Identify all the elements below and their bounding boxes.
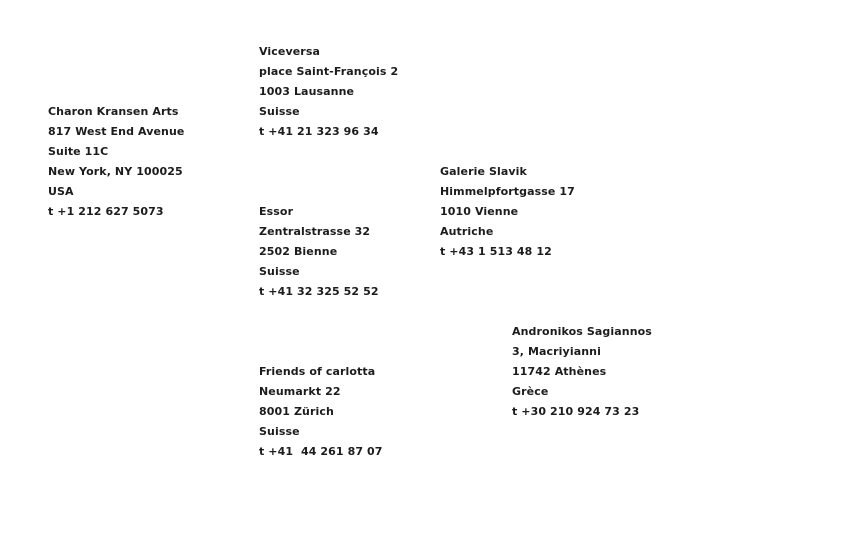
address-city: 1003 Lausanne (259, 85, 355, 98)
address-street: 3, Macriyianni (512, 345, 601, 358)
address-name: Charon Kransen Arts (48, 105, 179, 118)
address-phone: t +30 210 924 73 23 (512, 405, 640, 418)
address-country: Suisse (259, 105, 300, 118)
address-country: Suisse (259, 425, 300, 438)
address-city: New York, NY 100025 (48, 165, 183, 178)
address-block-essor (259, 202, 379, 302)
address-phone: t +41 21 323 96 34 (259, 125, 379, 138)
address-suite: Suite 11C (48, 145, 109, 158)
address-country: Grèce (512, 385, 549, 398)
address-name: Viceversa (259, 45, 320, 58)
address-block-andronikos-sagiannos (512, 322, 652, 422)
address-name: Friends of carlotta (259, 365, 376, 378)
address-block-viceversa (259, 42, 398, 142)
address-city: 8001 Zürich (259, 405, 334, 418)
address-street: place Saint-François 2 (259, 65, 399, 78)
address-block-galerie-slavik (440, 162, 575, 262)
address-city: 11742 Athènes (512, 365, 607, 378)
address-country: USA (48, 185, 74, 198)
address-phone: t +43 1 513 48 12 (440, 245, 552, 258)
address-street: Himmelpfortgasse 17 (440, 185, 575, 198)
address-name: Andronikos Sagiannos (512, 325, 652, 338)
address-street: Zentralstrasse 32 (259, 225, 371, 238)
address-street: Neumarkt 22 (259, 385, 341, 398)
address-country: Autriche (440, 225, 494, 238)
address-block-friends-of-carlotta (259, 362, 383, 462)
address-city: 1010 Vienne (440, 205, 519, 218)
address-country: Suisse (259, 265, 300, 278)
address-name: Essor (259, 205, 294, 218)
address-street: 817 West End Avenue (48, 125, 185, 138)
address-phone: t +41 44 261 87 07 (259, 445, 383, 458)
address-phone: t +41 32 325 52 52 (259, 285, 379, 298)
address-block-charon-kransen (48, 102, 184, 222)
address-name: Galerie Slavik (440, 165, 527, 178)
address-city: 2502 Bienne (259, 245, 338, 258)
address-phone: t +1 212 627 5073 (48, 205, 164, 218)
